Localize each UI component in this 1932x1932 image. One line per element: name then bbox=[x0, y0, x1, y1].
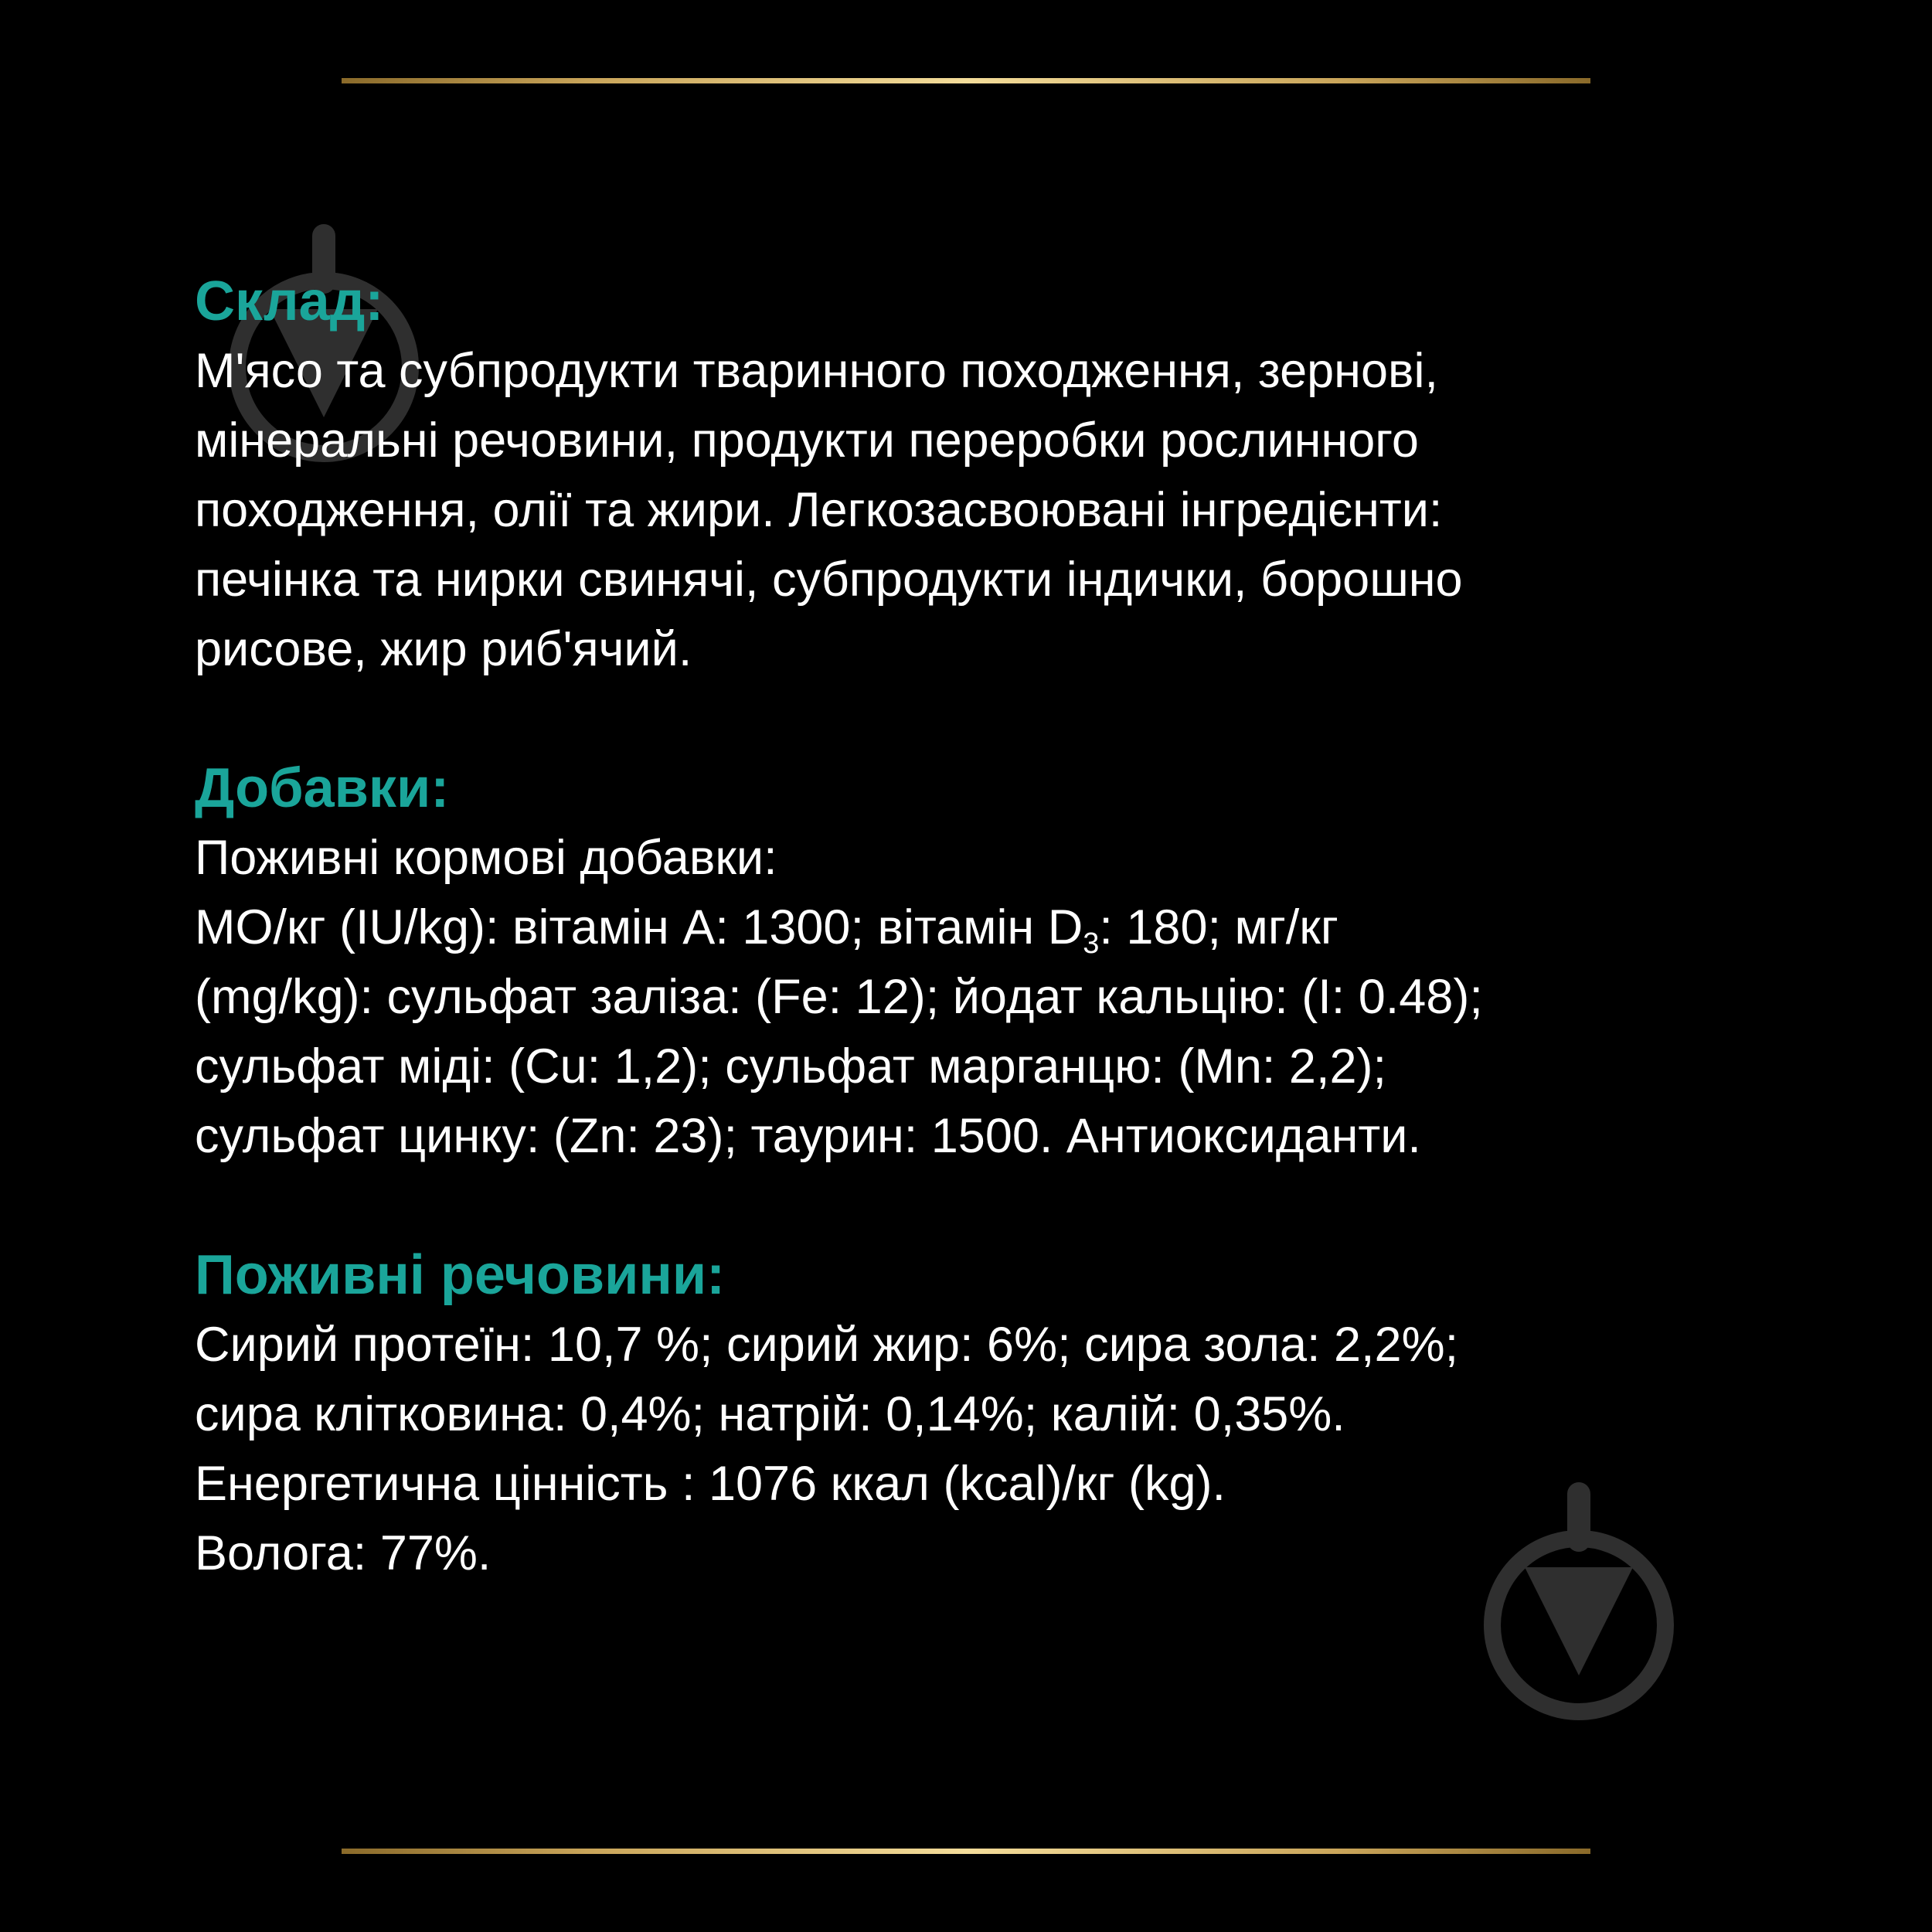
nutrients-line: Сирий протеїн: 10,7 %; сирий жир: 6%; сира зола: 2,2%; bbox=[195, 1318, 1459, 1372]
additives-line: (mg/kg): сульфат заліза: (Fe: 12); йодат кальцію: (I: 0.48); bbox=[195, 970, 1483, 1024]
composition-line: походження, олії та жири. Легкозасвоювані інгредієнти: bbox=[195, 483, 1443, 537]
additives-section bbox=[195, 753, 1779, 1171]
nutrients-line: Енергетична цінність : 1076 ккал (kcal)/кг (kg). bbox=[195, 1457, 1226, 1511]
nutrients-section bbox=[195, 1240, 1779, 1588]
nutrients-line: Волога: 77%. bbox=[195, 1526, 492, 1580]
composition-line: печінка та нирки свинячі, субпродукти індички, борошно bbox=[195, 553, 1463, 607]
additives-vitamins-text: МО/кг (IU/kg): вітамін А: 1300; вітамін D bbox=[195, 900, 1083, 954]
bottom-gold-divider bbox=[342, 1849, 1590, 1854]
additives-vitamins-text-end: : 180; мг/кг bbox=[1099, 900, 1338, 954]
composition-line: мінеральні речовини, продукти переробки рослинного bbox=[195, 413, 1419, 468]
nutrients-heading: Поживні речовини: bbox=[195, 1244, 726, 1306]
ingredients-panel bbox=[195, 267, 1779, 1588]
additives-line: Поживні кормові добавки: bbox=[195, 831, 777, 885]
additives-line: сульфат міді: (Cu: 1,2); сульфат марганцю: (Mn: 2,2); bbox=[195, 1039, 1386, 1094]
composition-heading: Склад: bbox=[195, 270, 384, 332]
nutrients-line: сира клітковина: 0,4%; натрій: 0,14%; калій: 0,35%. bbox=[195, 1387, 1345, 1441]
additives-heading: Добавки: bbox=[195, 757, 450, 819]
vitamin-d-subscript: 3 bbox=[1083, 927, 1100, 960]
composition-section bbox=[195, 267, 1779, 684]
composition-line: рисове, жир риб'ячий. bbox=[195, 622, 692, 676]
top-gold-divider bbox=[342, 78, 1590, 83]
composition-line: М'ясо та субпродукти тваринного походження, зернові, bbox=[195, 344, 1438, 398]
additives-line: сульфат цинку: (Zn: 23); таурин: 1500. Антиоксиданти. bbox=[195, 1109, 1421, 1163]
additives-line bbox=[195, 893, 1779, 962]
